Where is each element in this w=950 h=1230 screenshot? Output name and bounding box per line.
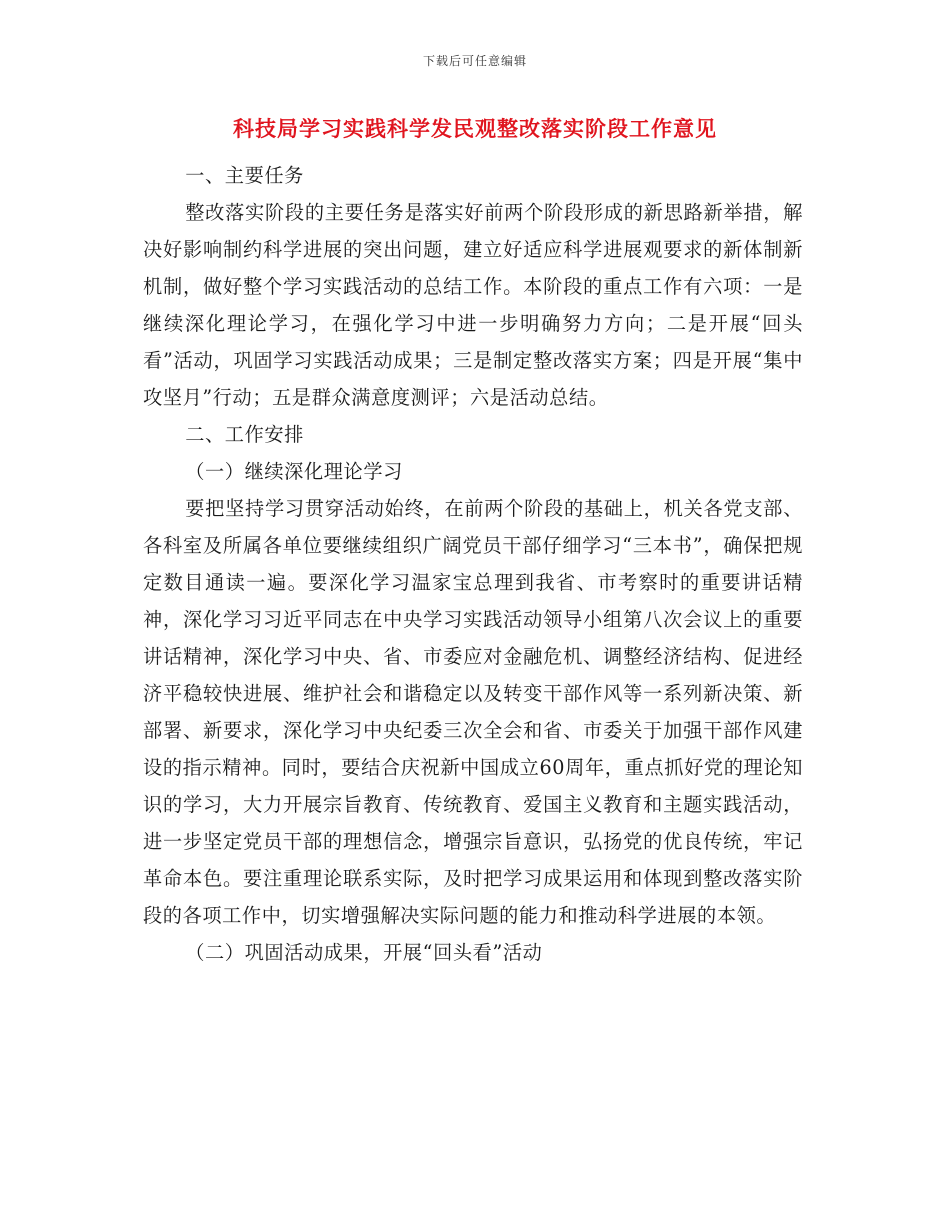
subsection-heading-theory-study: （一）继续深化理论学习 (185, 460, 403, 483)
subsection-heading-look-back: （二）巩固活动成果，开展“回头看”活动 (185, 941, 543, 964)
document-title: 科技局学习实践科学发民观整改落实阶段工作意见 (233, 116, 717, 141)
paragraph-theory-study: 要把坚持学习贯穿活动始终，在前两个阶段的基础上，机关各党支部、各科室及所属各单位要继续组织广阔党员干部仔细学习“三本书”，确保把规定数目通读一遍。要深化学习温家宝总理到我省、市考察时的重要讲话精神，深化学习习近平同志在中央学习实践活动领导小组第八次会议上的重要讲话精神，深化学习中央、省、市委应对金融危机、调整经济结构、促进经济平稳较快进展、维护社会和谐稳定以及转变干部作风等一系列新决策、新部署、新要求，深化学习中央纪委三次全会和省、市委关于加强干部作风建设的指示精神。同时，要结合庆祝新中国成立60周年，重点抓好党的理论知识的学习，大力开展宗旨教育、传统教育、爱国主义教育和主题实践活动，进一步坚定党员干部的理想信念，增强宗旨意识，弘扬党的优良传统，牢记革命本色。要注重理论联系实际，及时把学习成果运用和体现到整改落实阶段的各项工作中，切实增强解决实际问题的能力和推动科学进展的本领。 (143, 497, 803, 927)
section-heading-work-arrangement: 二、工作安排 (185, 423, 304, 446)
section-heading-main-tasks: 一、主要任务 (185, 164, 304, 187)
paragraph-main-tasks: 整改落实阶段的主要任务是落实好前两个阶段形成的新思路新举措，解决好影响制约科学进展的突出问题，建立好适应科学进展观要求的新体制新机制，做好整个学习实践活动的总结工作。本阶段的重点工作有六项：一是继续深化理论学习，在强化学习中进一步明确努力方向；二是开展“回头看”活动，巩固学习实践活动成果；三是制定整改落实方案；四是开展“集中攻坚月”行动；五是群众满意度测评；六是活动总结。 (143, 201, 803, 409)
header-note: 下载后可任意编辑 (422, 54, 527, 68)
document-body (143, 157, 803, 971)
